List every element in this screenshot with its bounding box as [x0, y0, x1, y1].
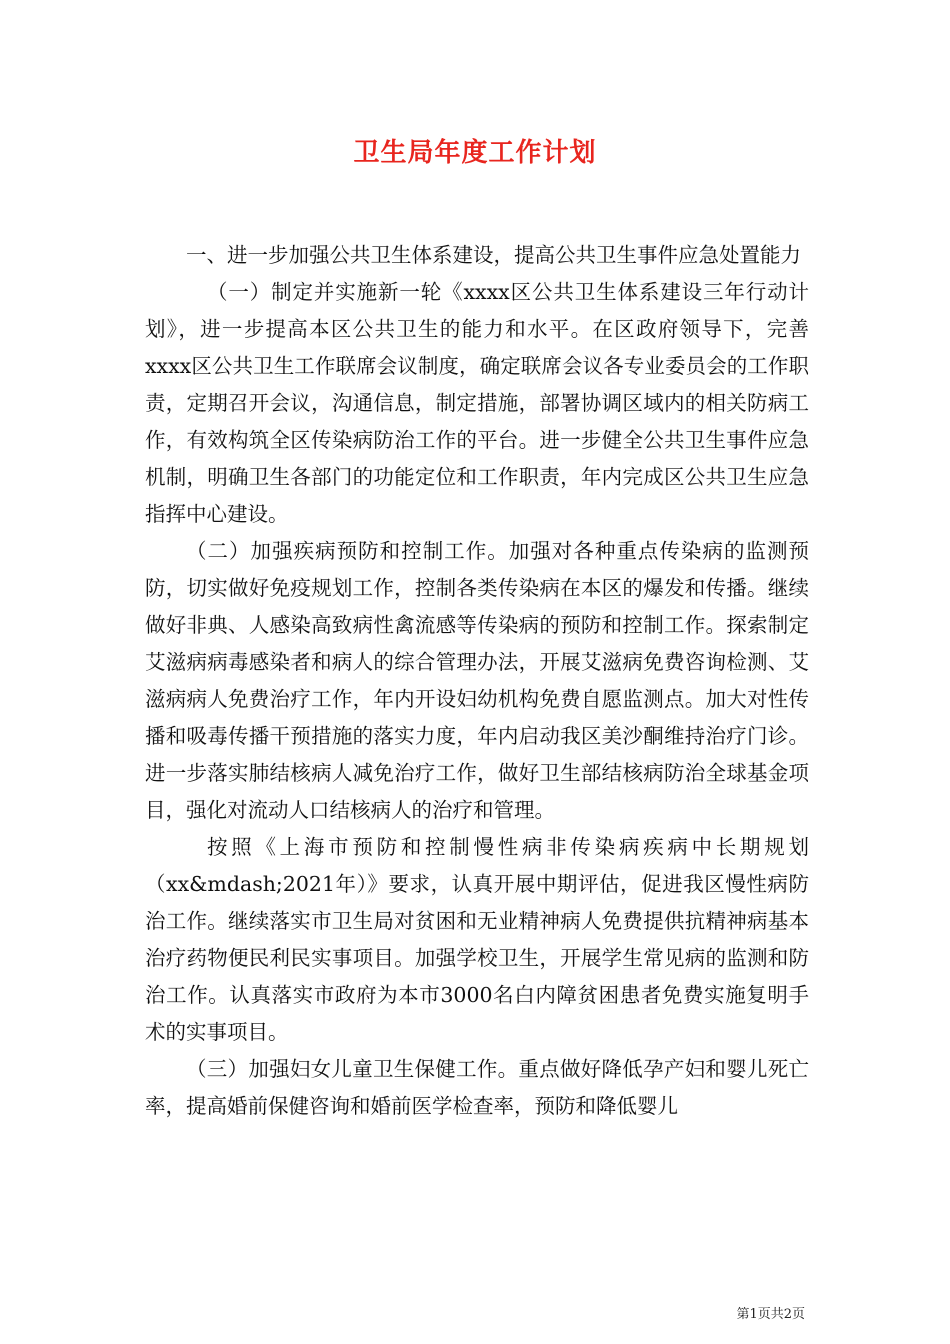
document-body [145, 237, 809, 1125]
page-number: 第1页共2页 [736, 1307, 805, 1322]
paragraph-4: （三）加强妇女儿童卫生保健工作。重点做好降低孕产妇和婴儿死亡率，提高婚前保健咨询和婚前医学检查率，预防和降低婴儿 [145, 1057, 809, 1118]
paragraph-3: 按照《上海市预防和控制慢性病非传染病疾病中长期规划（xx&mdash;2021年）》要求，认真开展中期评估，促进我区慢性病防治工作。继续落实市卫生局对贫困和无业精神病人免费提供抗精神病基本治疗药物便民利民实事项目。加强学校卫生，开展学生常见病的监测和防治工作。认真落实市政府为本市3000名白内障贫困患者免费实施复明手术的实事项目。 [145, 835, 809, 1044]
paragraph-1: （一）制定并实施新一轮《xxxx区公共卫生体系建设三年行动计划》，进一步提高本区公共卫生的能力和水平。在区政府领导下，完善xxxx区公共卫生工作联席会议制度，确定联席会议各专业委员会的工作职责，定期召开会议，沟通信息，制定措施，部署协调区域内的相关防病工作，有效构筑全区传染病防治工作的平台。进一步健全公共卫生事件应急机制，明确卫生各部门的功能定位和工作职责，年内完成区公共卫生应急指挥中心建设。 [145, 280, 809, 526]
section-heading-1: 一、进一步加强公共卫生体系建设，提高公共卫生事件应急处置能力 [186, 243, 801, 267]
document-title: 卫生局年度工作计划 [353, 138, 597, 168]
paragraph-2: （二）加强疾病预防和控制工作。加强对各种重点传染病的监测预防，切实做好免疫规划工作，控制各类传染病在本区的爆发和传播。继续做好非典、人感染高致病性禽流感等传染病的预防和控制工作。探索制定艾滋病病毒感染者和病人的综合管理办法，开展艾滋病免费咨询检测、艾滋病病人免费治疗工作，年内开设妇幼机构免费自愿监测点。加大对性传播和吸毒传播干预措施的落实力度，年内启动我区美沙酮维持治疗门诊。进一步落实肺结核病人减免治疗工作，做好卫生部结核病防治全球基金项目，强化对流动人口结核病人的治疗和管理。 [145, 539, 809, 822]
